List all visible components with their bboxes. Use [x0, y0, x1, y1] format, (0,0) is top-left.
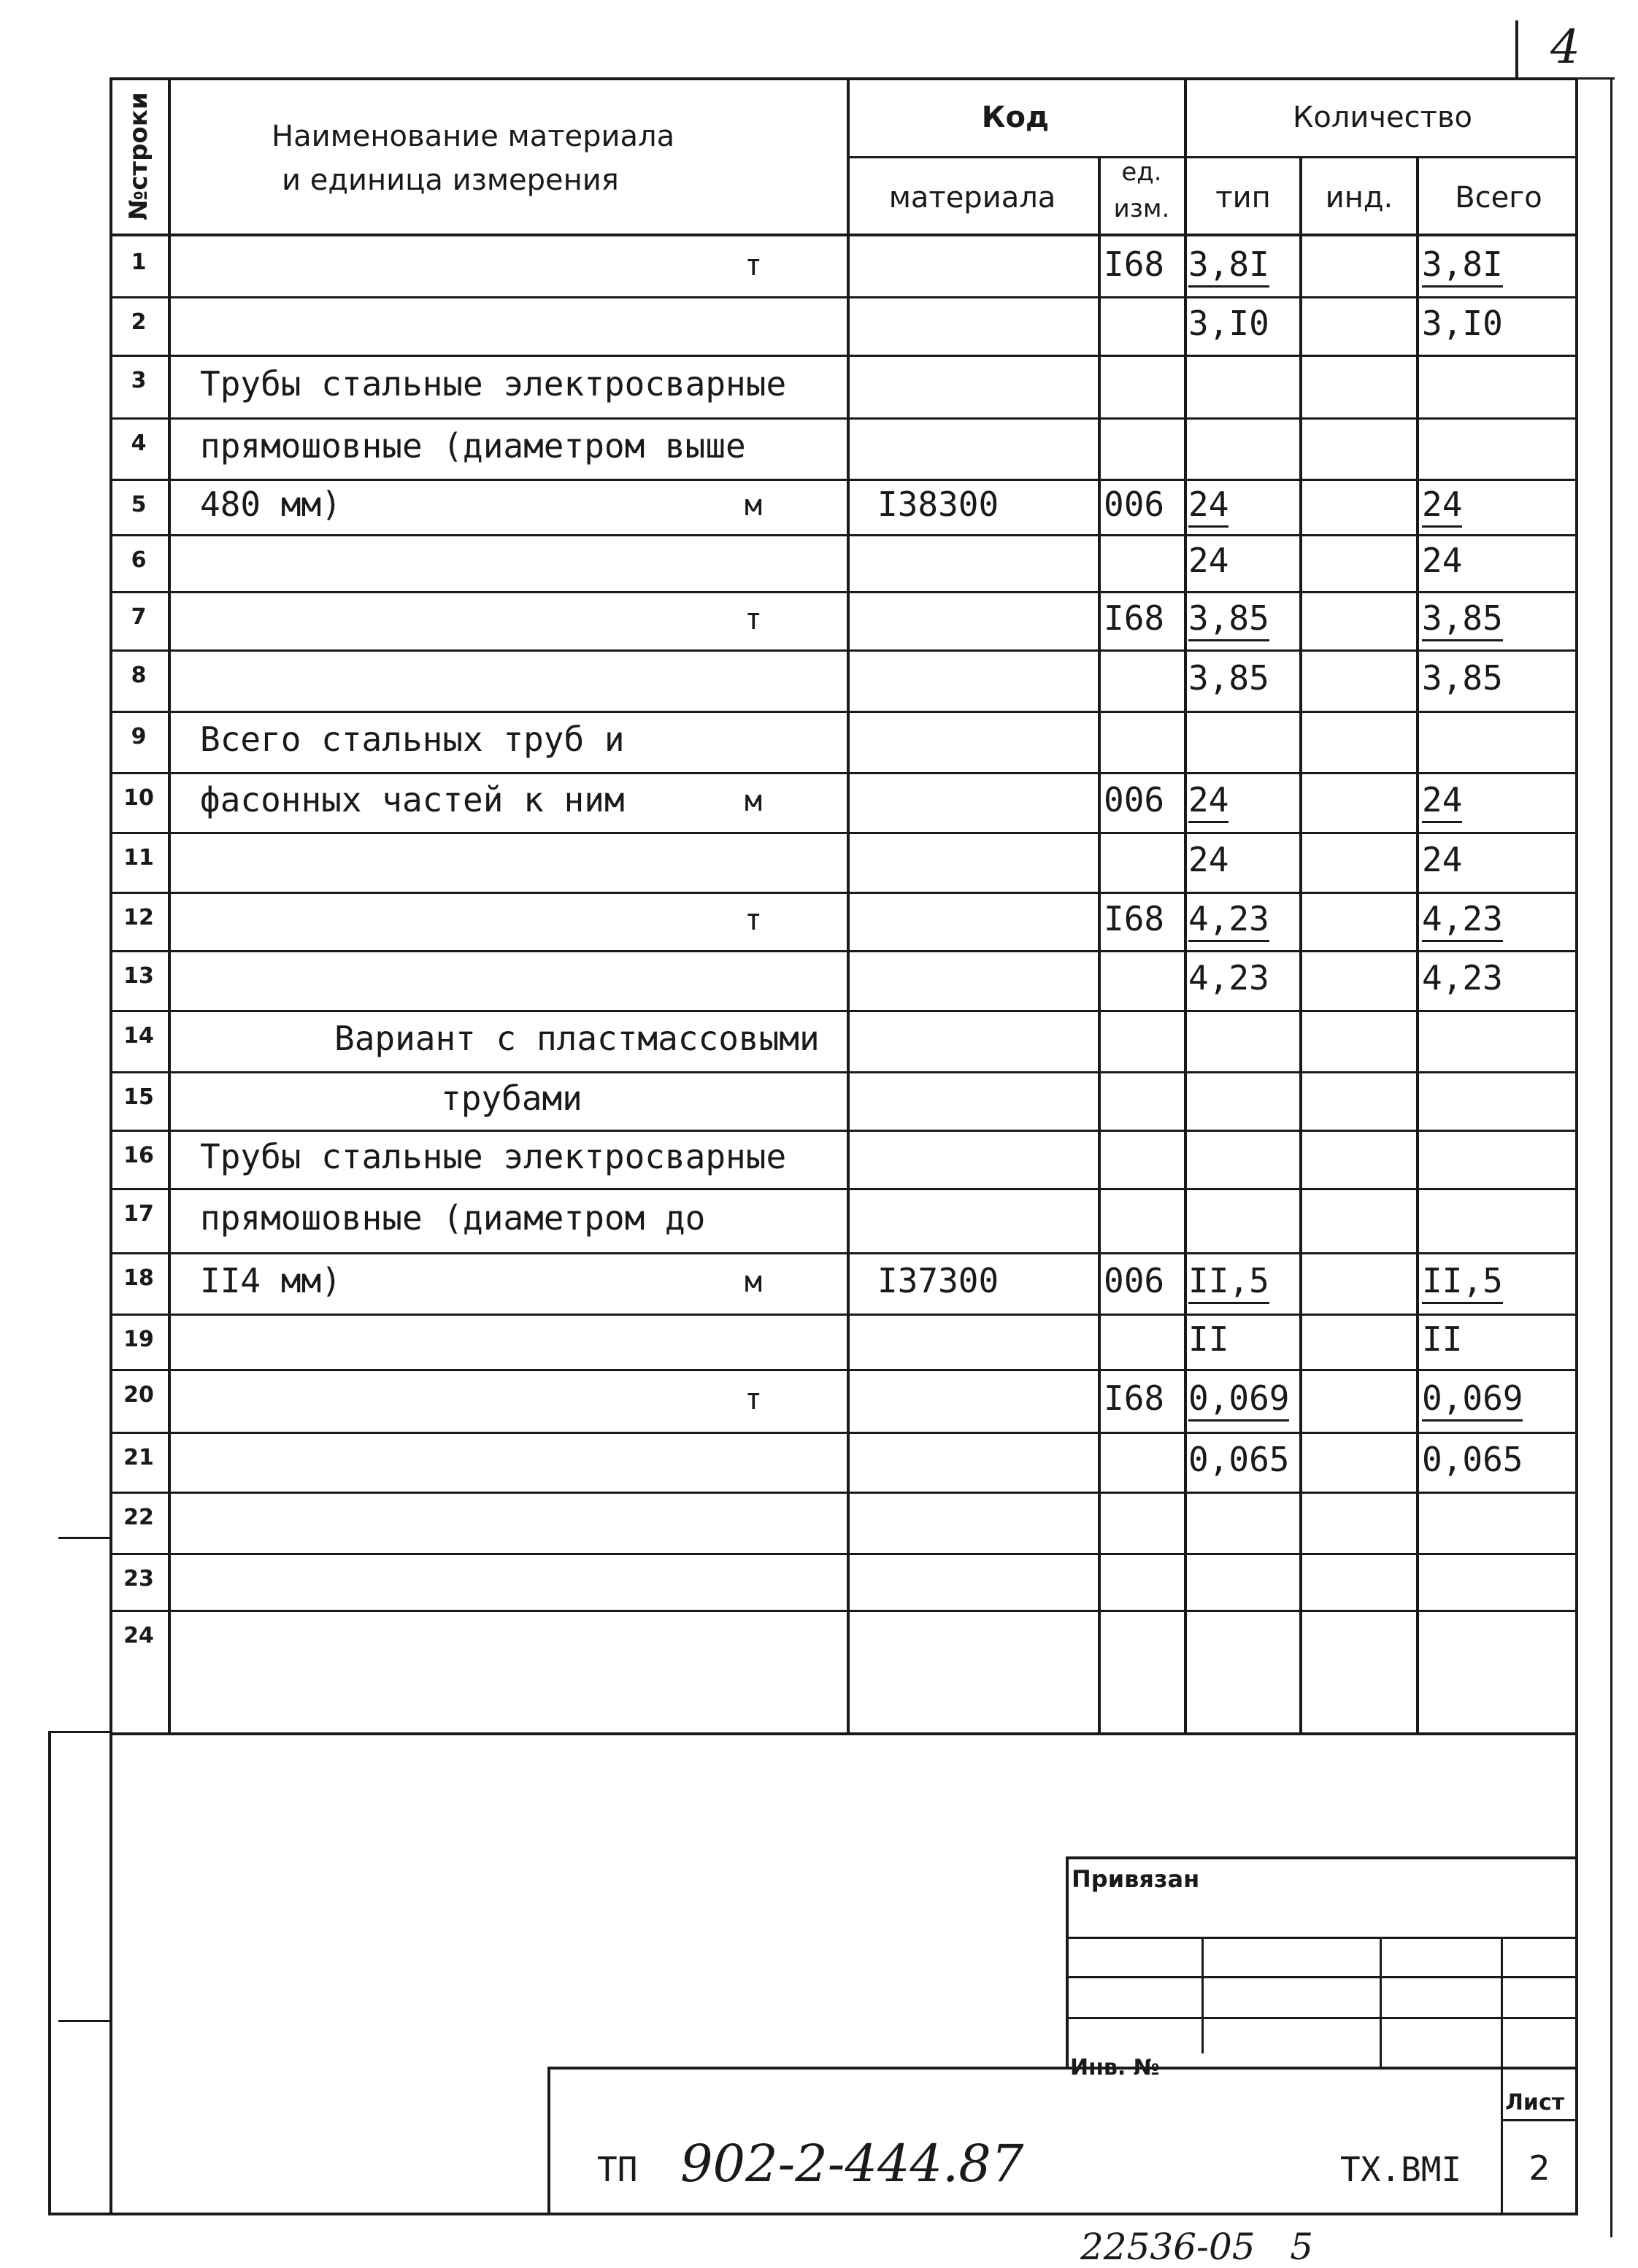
row-number: 5	[131, 492, 147, 517]
row-qty-typ: 3,I0	[1188, 304, 1269, 343]
row-qty-typ: 3,85	[1188, 598, 1269, 641]
inv-no-label: Инв. №	[1070, 2055, 1160, 2080]
row-name: фасонных частей к ним	[200, 780, 625, 819]
row-unit: т	[745, 1383, 763, 1416]
row-qty-total: 3,8I	[1422, 244, 1503, 288]
row-qty-total: 24	[1422, 840, 1463, 879]
row-qty-total: 4,23	[1422, 958, 1503, 998]
row-unit-code: I68	[1104, 899, 1165, 938]
document-number: 902-2-444.87	[680, 2134, 1024, 2194]
row-number: 9	[131, 724, 147, 749]
row-number: 7	[131, 604, 147, 630]
table-row	[109, 236, 1578, 296]
table-row	[109, 296, 1578, 355]
table-row	[109, 1492, 1578, 1553]
row-number: 1	[131, 250, 147, 275]
header-quantity: Количество	[1292, 101, 1472, 134]
materials-table	[109, 77, 1578, 1735]
table-row	[109, 1610, 1578, 1671]
row-unit: т	[745, 903, 763, 937]
row-qty-typ: 24	[1188, 780, 1228, 823]
row-qty-total: 3,I0	[1422, 304, 1503, 343]
row-number: 8	[131, 663, 147, 688]
sheet-label: Лист	[1505, 2090, 1565, 2115]
row-material-code: I38300	[877, 485, 999, 524]
row-unit-code: I68	[1104, 598, 1165, 638]
row-unit: т	[745, 249, 763, 282]
row-name: II4 мм)	[200, 1261, 342, 1300]
document-code: ТХ.ВМI	[1340, 2150, 1462, 2189]
row-unit-code: I68	[1104, 1378, 1165, 1418]
row-name: прямошовные (диаметром выше	[200, 426, 746, 466]
table-row	[109, 1369, 1578, 1432]
sheet-number: 2	[1529, 2148, 1550, 2188]
row-number: 21	[123, 1445, 154, 1470]
row-qty-total: 4,23	[1422, 899, 1503, 942]
row-unit: м	[745, 1265, 763, 1299]
row-qty-typ: II	[1188, 1319, 1229, 1359]
row-name: 480 мм)	[200, 485, 342, 524]
row-number: 4	[131, 431, 147, 456]
row-number: 13	[123, 963, 154, 989]
row-unit-code: I68	[1104, 244, 1165, 284]
table-row	[109, 1010, 1578, 1071]
row-unit-code: 006	[1104, 485, 1165, 524]
header-unit-line2: изм.	[1113, 194, 1170, 223]
row-name: Всего стальных труб и	[200, 720, 625, 759]
row-unit: м	[745, 784, 763, 818]
row-qty-typ: 24	[1188, 485, 1228, 528]
header-unit-line1: ед.	[1121, 158, 1162, 187]
header-name-line2: и единица измерения	[282, 163, 619, 197]
row-number: 19	[123, 1327, 154, 1352]
table-row	[109, 534, 1578, 591]
row-number: 3	[131, 368, 147, 393]
row-qty-total: 3,85	[1422, 598, 1503, 641]
row-name: трубами	[441, 1079, 582, 1118]
header-row-number: №строки	[124, 92, 153, 220]
table-row	[109, 1553, 1578, 1610]
row-number: 20	[123, 1382, 154, 1408]
privyazan-label: Привязан	[1072, 1865, 1200, 1893]
tp-prefix: ТП	[597, 2150, 638, 2189]
row-name: Трубы стальные электросварные	[200, 364, 787, 404]
row-number: 11	[123, 845, 154, 871]
row-qty-typ: 3,85	[1188, 658, 1269, 698]
table-row	[109, 892, 1578, 950]
row-material-code: I37300	[877, 1261, 999, 1300]
row-number: 24	[123, 1623, 154, 1648]
row-name: Вариант с пластмассовыми	[334, 1019, 820, 1058]
table-row	[109, 950, 1578, 1010]
header-name-line1: Наименование материала	[272, 120, 675, 153]
row-number: 22	[123, 1505, 154, 1530]
row-qty-total: 24	[1422, 541, 1463, 580]
header-material: материала	[888, 181, 1056, 215]
table-row	[109, 1071, 1578, 1130]
row-qty-typ: II,5	[1188, 1261, 1269, 1304]
table-row	[109, 1432, 1578, 1492]
row-qty-typ: 0,065	[1188, 1440, 1290, 1479]
row-qty-total: 0,069	[1422, 1378, 1523, 1422]
row-qty-total: 24	[1422, 485, 1462, 528]
row-number: 17	[123, 1201, 154, 1227]
row-qty-typ: 24	[1188, 840, 1229, 879]
row-qty-typ: 3,8I	[1188, 244, 1269, 288]
row-number: 18	[123, 1265, 154, 1291]
header-typ: тип	[1215, 181, 1271, 215]
row-unit-code: 006	[1104, 780, 1165, 819]
table-row	[109, 832, 1578, 892]
header-ind: инд.	[1325, 181, 1393, 215]
row-unit-code: 006	[1104, 1261, 1165, 1300]
row-number: 23	[123, 1566, 154, 1592]
header-total: Всего	[1455, 181, 1542, 215]
footer-number: 22536-05 5	[1080, 2226, 1314, 2268]
row-qty-total: 3,85	[1422, 658, 1503, 698]
table-row	[109, 1314, 1578, 1369]
row-number: 10	[123, 785, 154, 811]
row-qty-total: 24	[1422, 780, 1462, 823]
row-qty-total: 0,065	[1422, 1440, 1523, 1479]
table-row	[109, 649, 1578, 711]
table-row	[109, 591, 1578, 649]
row-qty-total: II,5	[1422, 1261, 1503, 1304]
row-number: 6	[131, 547, 147, 573]
row-unit: м	[745, 489, 763, 522]
row-name: Трубы стальные электросварные	[200, 1137, 787, 1176]
row-unit: т	[745, 603, 763, 636]
page-number: 4	[1550, 20, 1580, 74]
row-qty-typ: 4,23	[1188, 958, 1269, 998]
row-number: 2	[131, 309, 147, 335]
row-number: 16	[123, 1143, 154, 1168]
header-code: Код	[981, 101, 1050, 134]
row-name: прямошовные (диаметром до	[200, 1198, 706, 1238]
row-number: 14	[123, 1023, 154, 1049]
row-number: 15	[123, 1084, 154, 1110]
row-qty-total: II	[1422, 1319, 1463, 1359]
row-qty-typ: 4,23	[1188, 899, 1269, 942]
row-number: 12	[123, 905, 154, 930]
row-qty-typ: 24	[1188, 541, 1229, 580]
row-qty-typ: 0,069	[1188, 1378, 1289, 1422]
